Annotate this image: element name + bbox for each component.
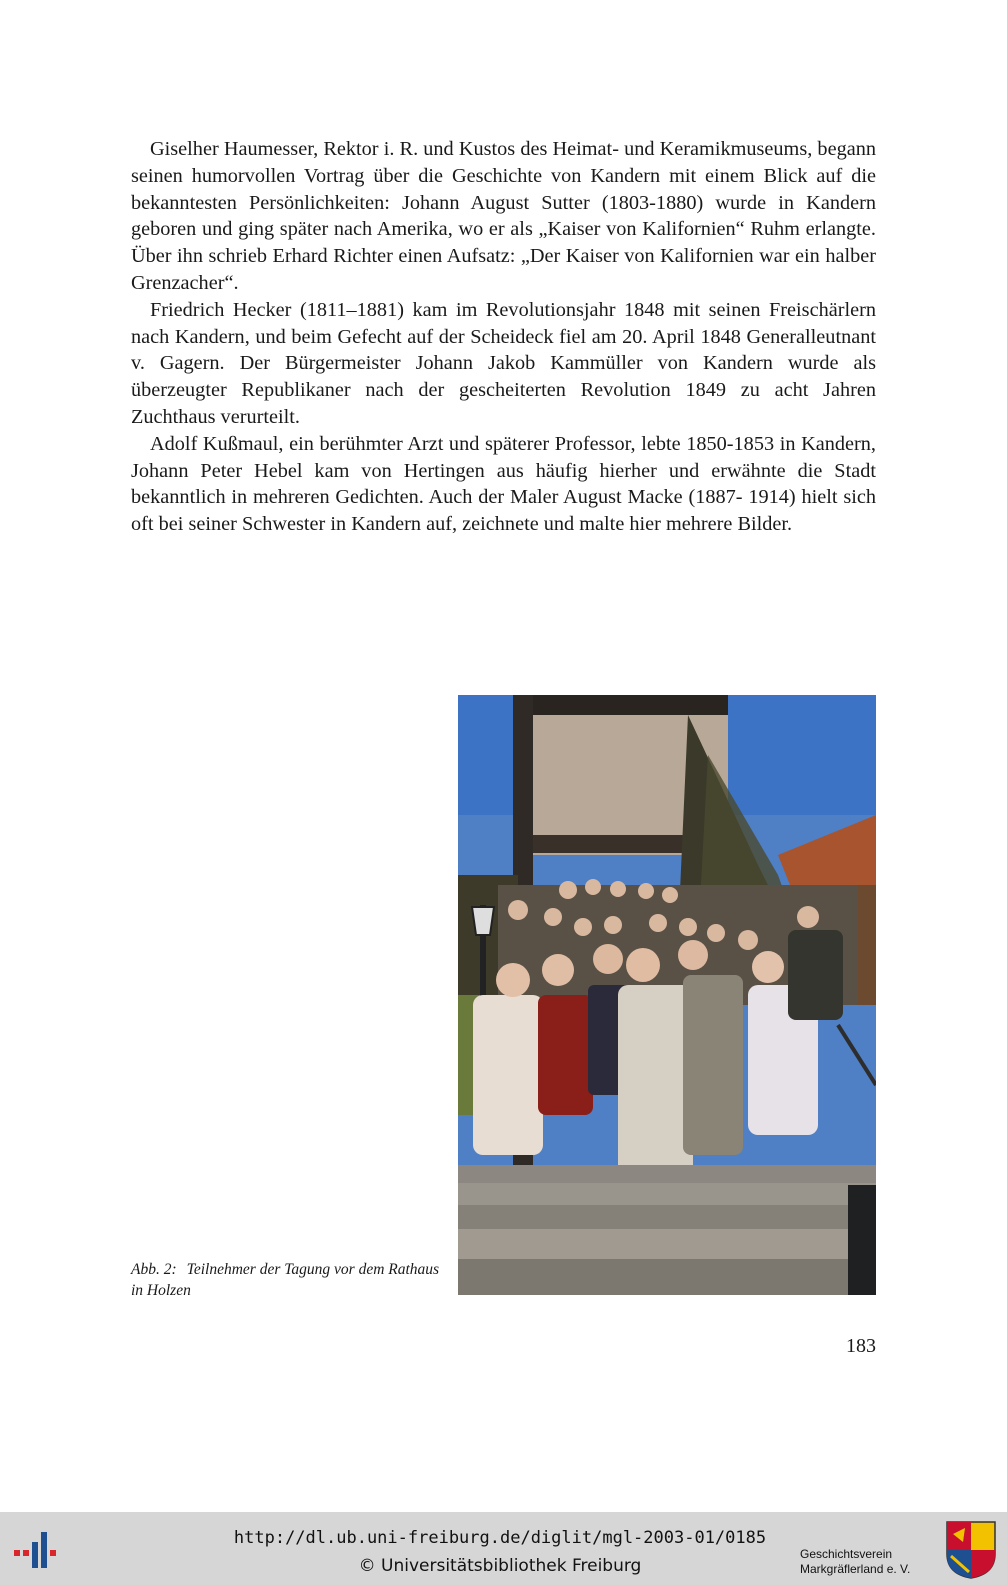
viewer-footer: [0, 1512, 1007, 1585]
ub-freiburg-logo-icon: [14, 1530, 64, 1570]
paragraph-1: Giselher Haumesser, Rektor i. R. und Kustos des Heimat- und Keramikmuseums, begann seinen humorvollen Vortrag über die Geschichte von Kandern mit einem Blick auf die bekanntesten Persönlichkeiten: Johann August Sutter (1803-1880) wurde in Kandern geboren und ging später nach Amerika, wo er als „Kaiser von Kalifornien“ Ruhm erlangte. Über ihn schrieb Erhard Richter einen Aufsatz: „Der Kaiser von Kalifornien war ein halber Grenzacher“.: [131, 138, 876, 294]
figure-caption-text: Teilnehmer der Tagung vor dem Rathaus in Holzen: [131, 1261, 440, 1299]
page-number: 183: [846, 1335, 876, 1357]
organization-line-1: Geschichtsverein: [800, 1547, 893, 1561]
group-photo: [458, 695, 876, 1295]
source-url-link[interactable]: http://dl.ub.uni-freiburg.de/diglit/mgl-2003-01/0185: [233, 1528, 767, 1548]
organization-name: [800, 1547, 940, 1577]
body-text: [131, 136, 876, 538]
copyright-text: © Universitätsbibliothek Freiburg: [358, 1556, 642, 1576]
paragraph-2: Friedrich Hecker (1811–1881) kam im Revolutionsjahr 1848 mit seinen Freischärlern nach Kandern, und beim Gefecht auf der Scheideck fiel am 20. April 1848 Generalleutnant v. Gagern. Der Bürgermeister Johann Jakob Kammüller von Kandern wurde als überzeugter Republikaner nach der gescheiterten Revolution 1849 zu acht Jahren Zuchthaus verurteilt.: [131, 298, 876, 428]
figure-caption: [131, 1259, 451, 1301]
organization-line-2: Markgräflerland e. V.: [800, 1562, 911, 1576]
paragraph-3: Adolf Kußmaul, ein berühmter Arzt und späterer Professor, lebte 1850-1853 in Kandern, Johann Peter Hebel kam von Hertingen aus häufig hierher und erwähnte die Stadt bekanntlich in mehreren Gedichten. Auch der Maler August Macke (1887- 1914) hielt sich oft bei seiner Schwester in Kandern auf, zeichnete und malte hier mehrere Bilder.: [131, 432, 876, 536]
coat-of-arms-icon: [945, 1520, 997, 1580]
figure-number: Abb. 2:: [131, 1261, 177, 1278]
